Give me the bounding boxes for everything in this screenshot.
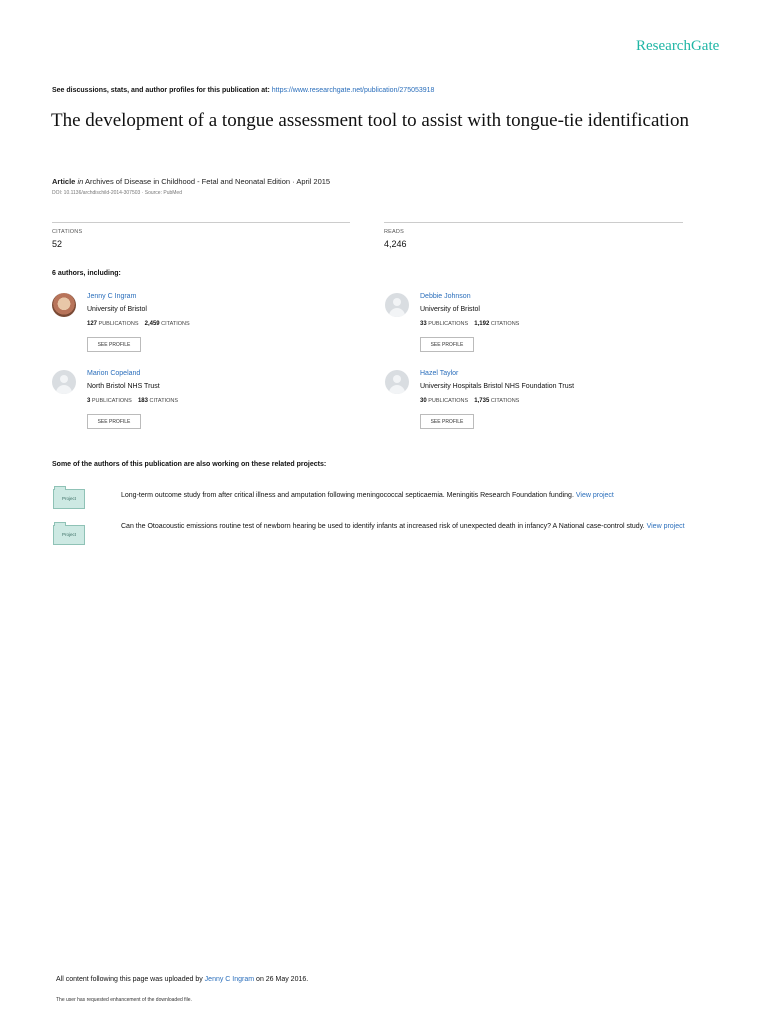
author-card bbox=[52, 293, 372, 363]
journal-name: Archives of Disease in Childhood - Fetal and Neonatal Edition · April 2015 bbox=[84, 177, 331, 186]
publications-count: 30 bbox=[420, 398, 427, 404]
citations-count: 2,459 bbox=[144, 321, 160, 327]
related-projects-heading: Some of the authors of this publication are also working on these related projects: bbox=[52, 461, 327, 468]
publications-label: PUBLICATIONS bbox=[98, 321, 139, 327]
citations-count: 1,192 bbox=[474, 321, 490, 327]
reads-label: READS bbox=[384, 229, 404, 235]
publication-url-link[interactable]: https://www.researchgate.net/publication/275053918 bbox=[271, 87, 435, 94]
author-card bbox=[52, 370, 372, 440]
citations-count: 1,735 bbox=[474, 398, 490, 404]
see-profile-button[interactable]: SEE PROFILE bbox=[420, 337, 474, 352]
uploader-link[interactable]: Jenny C Ingram bbox=[204, 976, 255, 983]
author-card bbox=[385, 370, 705, 440]
citations-label: CITATIONS bbox=[149, 398, 179, 404]
doi-source: DOI: 10.1136/archdischild-2014-307503 · Source: PubMed bbox=[52, 190, 182, 196]
author-card bbox=[385, 293, 705, 363]
citations-label: CITATIONS bbox=[161, 321, 190, 327]
in-label: in bbox=[77, 177, 84, 186]
project-description: Long-term outcome study from after critical illness and amputation following meningococcal septicaemia. Meningitis Research Foundation funding. bbox=[121, 492, 574, 499]
publications-count: 33 bbox=[420, 321, 427, 327]
enhancement-note: The user has requested enhancement of the downloaded file. bbox=[56, 997, 192, 1003]
citations-label: CITATIONS bbox=[490, 398, 520, 404]
project-item bbox=[121, 490, 711, 502]
project-description: Can the Otoacoustic emissions routine test of newborn hearing be used to identify infants at increased risk of unexpected death in infancy? A National case-control study. bbox=[121, 523, 645, 530]
author-stats bbox=[87, 321, 190, 327]
publications-count: 127 bbox=[87, 321, 98, 327]
citations-divider bbox=[52, 222, 350, 223]
author-name-link[interactable]: Jenny C Ingram bbox=[87, 293, 137, 300]
citations-label: CITATIONS bbox=[490, 321, 520, 327]
project-icon-label: Project bbox=[61, 496, 76, 501]
see-discussions-line bbox=[52, 87, 434, 94]
reads-divider bbox=[384, 222, 683, 223]
author-institution: University of Bristol bbox=[420, 306, 480, 313]
default-avatar-icon[interactable] bbox=[52, 370, 76, 394]
project-item bbox=[121, 521, 711, 533]
citations-value: 52 bbox=[52, 239, 63, 249]
upload-date: on 26 May 2016. bbox=[256, 976, 309, 983]
author-stats bbox=[87, 398, 178, 404]
author-stats bbox=[420, 321, 519, 327]
author-institution: North Bristol NHS Trust bbox=[87, 383, 160, 390]
see-discussions-text: See discussions, stats, and author profiles for this publication at: bbox=[52, 87, 270, 94]
authors-heading: 6 authors, including: bbox=[52, 270, 121, 277]
publications-count: 3 bbox=[87, 398, 91, 404]
citations-count: 183 bbox=[137, 398, 148, 404]
author-stats bbox=[420, 398, 519, 404]
publications-label: PUBLICATIONS bbox=[91, 398, 132, 404]
article-type: Article bbox=[52, 177, 76, 186]
publication-title: The development of a tongue assessment tool to assist with tongue-tie identification bbox=[51, 110, 689, 131]
view-project-link[interactable]: View project bbox=[646, 523, 685, 530]
author-photo-avatar[interactable] bbox=[52, 293, 76, 317]
author-institution: University Hospitals Bristol NHS Foundation Trust bbox=[420, 383, 575, 390]
author-name-link[interactable]: Hazel Taylor bbox=[420, 370, 459, 377]
see-profile-button[interactable]: SEE PROFILE bbox=[87, 414, 141, 429]
default-avatar-icon[interactable] bbox=[385, 293, 409, 317]
author-name-link[interactable]: Debbie Johnson bbox=[420, 293, 471, 300]
upload-prefix: All content following this page was uploaded by bbox=[56, 976, 203, 983]
researchgate-logo[interactable]: ResearchGate bbox=[636, 38, 720, 54]
publication-meta bbox=[52, 177, 330, 186]
upload-notice bbox=[56, 976, 308, 983]
project-folder-icon[interactable] bbox=[53, 525, 85, 545]
project-icon-label: Project bbox=[61, 532, 76, 537]
see-profile-button[interactable]: SEE PROFILE bbox=[87, 337, 141, 352]
author-name-link[interactable]: Marion Copeland bbox=[87, 370, 141, 377]
author-institution: University of Bristol bbox=[87, 306, 147, 313]
project-folder-icon[interactable] bbox=[53, 489, 85, 509]
citations-label: CITATIONS bbox=[52, 229, 83, 235]
reads-value: 4,246 bbox=[384, 239, 407, 249]
see-profile-button[interactable]: SEE PROFILE bbox=[420, 414, 474, 429]
view-project-link[interactable]: View project bbox=[575, 492, 614, 499]
default-avatar-icon[interactable] bbox=[385, 370, 409, 394]
publications-label: PUBLICATIONS bbox=[428, 398, 469, 404]
publications-label: PUBLICATIONS bbox=[428, 321, 469, 327]
